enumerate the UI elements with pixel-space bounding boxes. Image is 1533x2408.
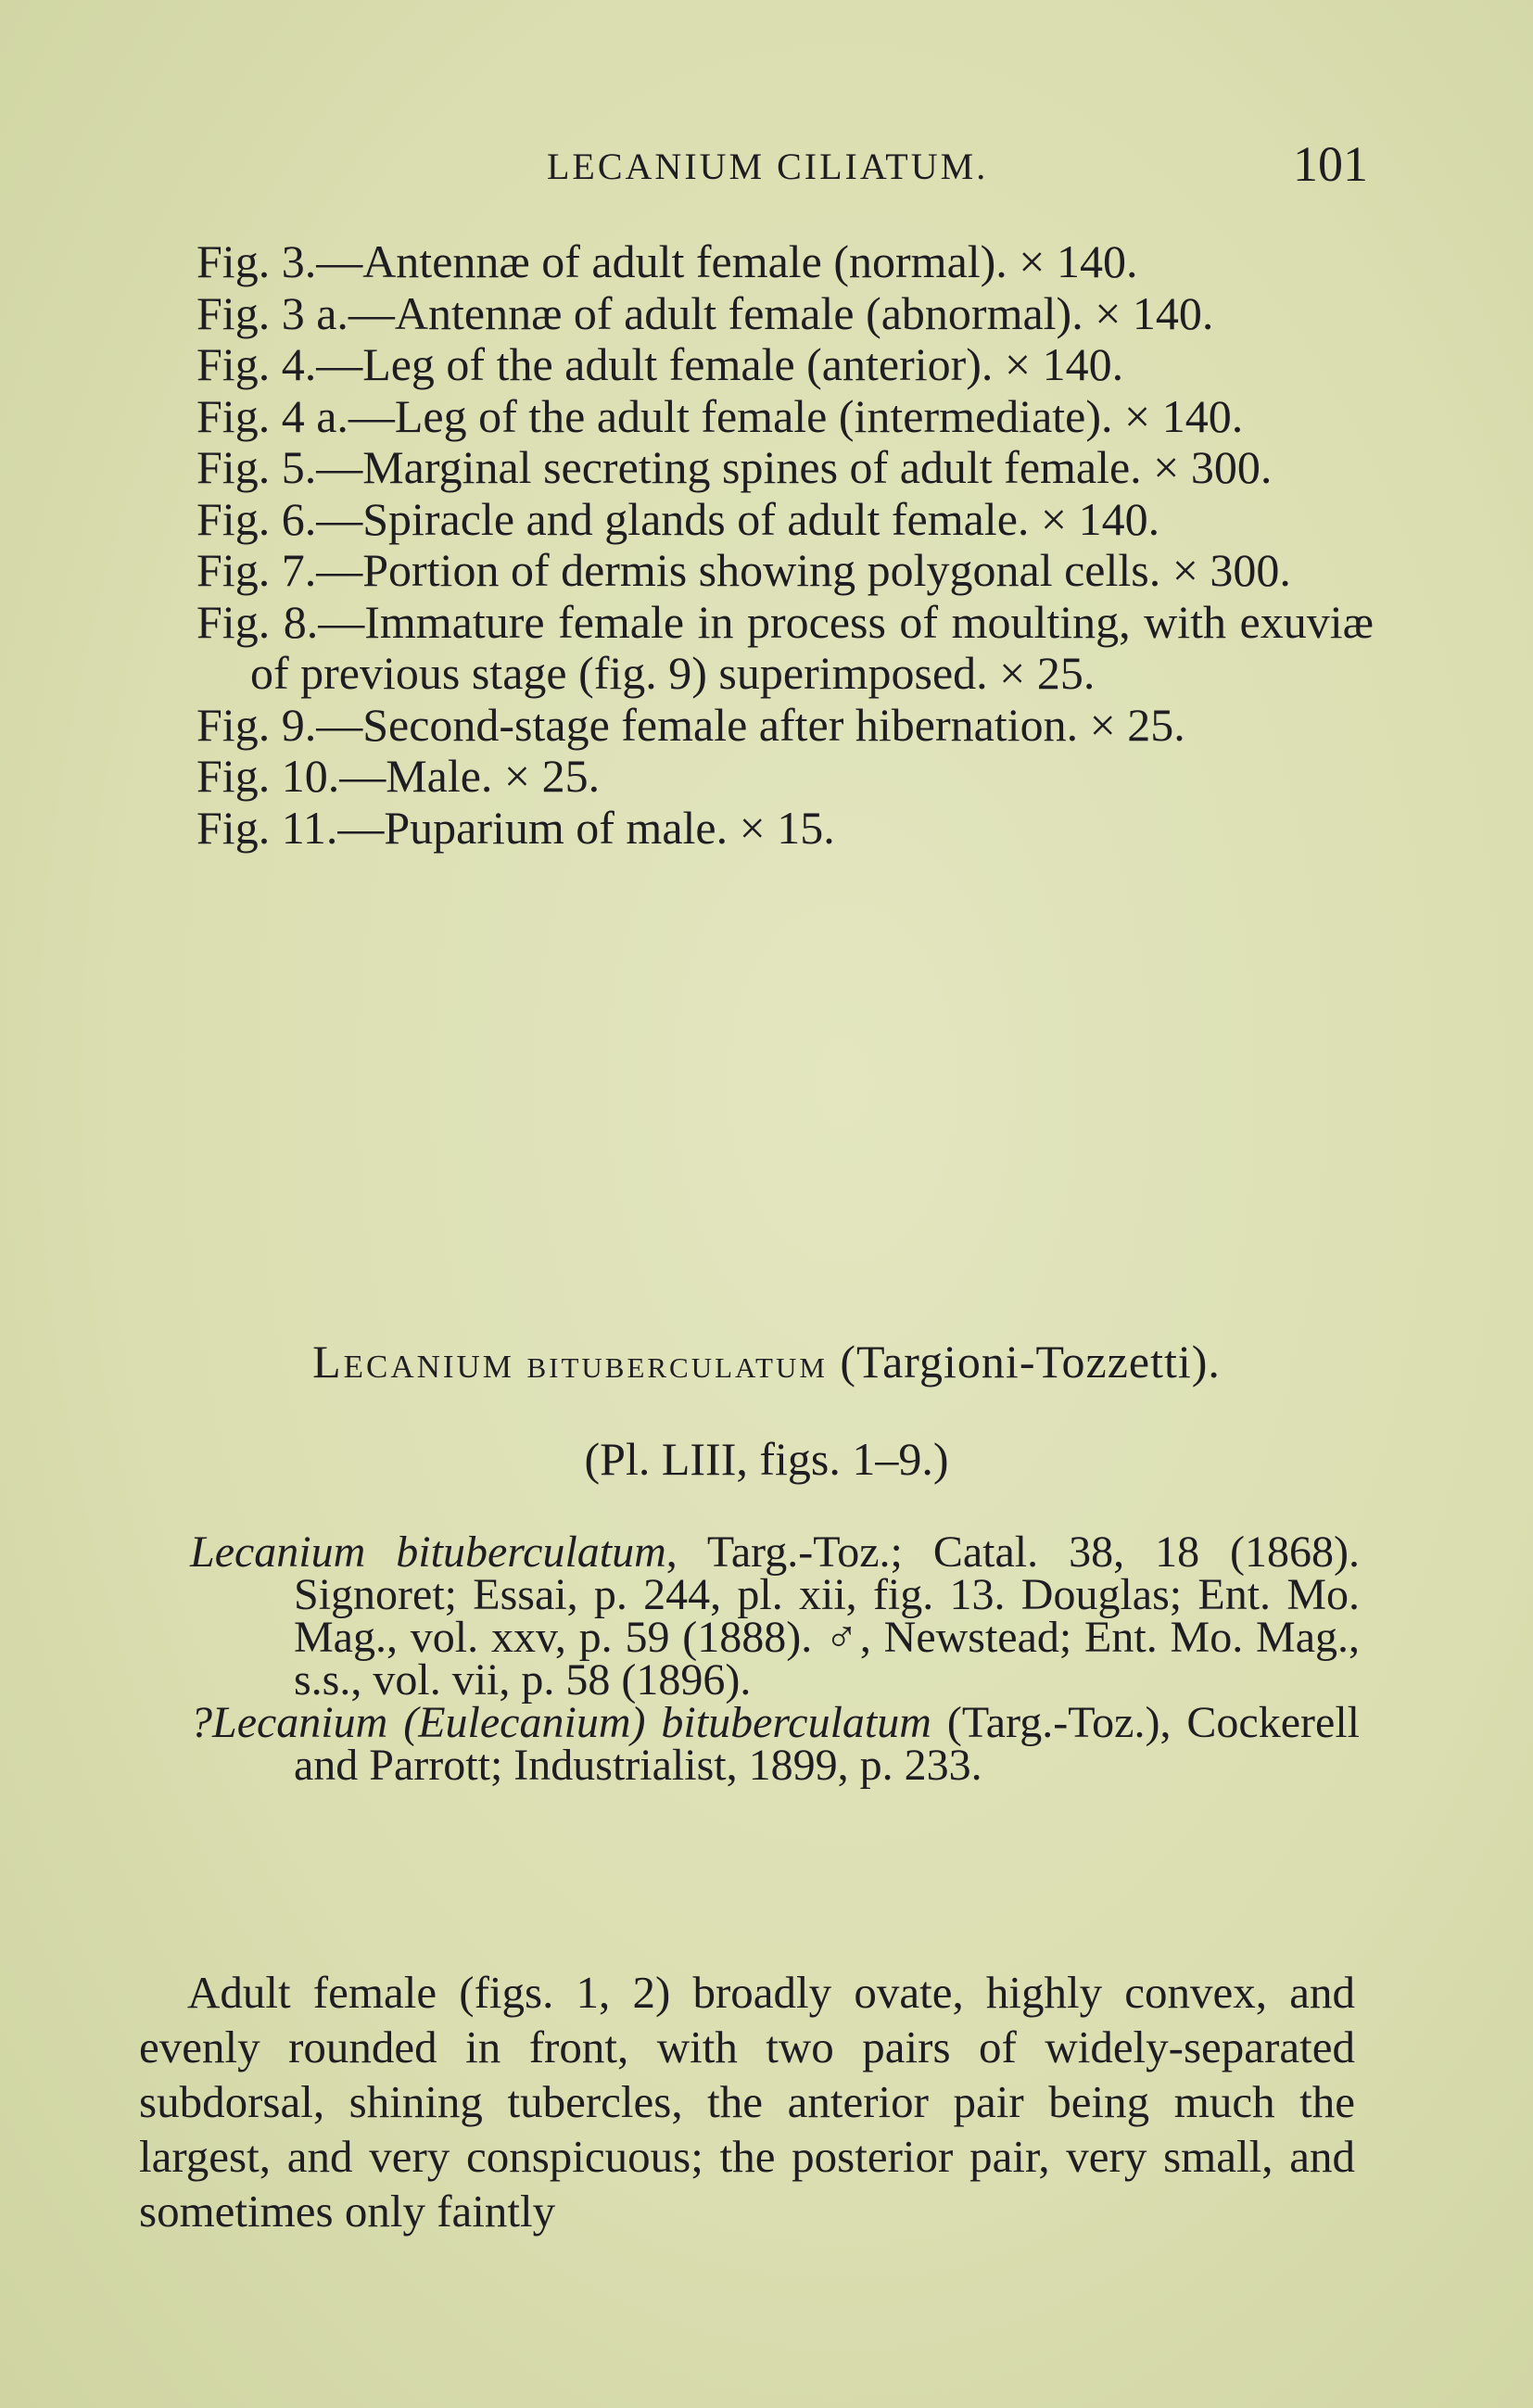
- synonym-citation: , Targ.-Toz.; Catal. 38, 18 (1868). Signoret; Essai, p. 244, pl. xii, fig. 13. Douglas; Ent. Mo. Mag., vol. xxv, p. 59 (1888). ♂, Newstead; Ent. Mo. Mag., s.s., vol. vii, p. 58 (1896).: [294, 1527, 1360, 1705]
- figure-legend-item: Fig. 3.—Antennæ of adult female (normal). × 140.: [196, 235, 1138, 287]
- synonym-citation: (Targ.-Toz.), Cockerell and Parrott; Industrialist, 1899, p. 233.: [294, 1698, 1360, 1790]
- figure-legend-item: Fig. 3 a.—Antennæ of adult female (abnormal). × 140.: [196, 286, 1214, 339]
- figure-legend-item: Fig. 4.—Leg of the adult female (anterior). × 140.: [196, 338, 1124, 390]
- synonym-name: Lecanium bituberculatum: [190, 1527, 666, 1577]
- synonym-name: ?Lecanium (Eulecanium) bituberculatum: [190, 1698, 931, 1747]
- plate-reference: (Pl. LIII, figs. 1–9.): [584, 1433, 949, 1485]
- synonymy-entry: [190, 1527, 1360, 1705]
- description-paragraph: Adult female (figs. 1, 2) broadly ovate, highly convex, and evenly rounded in front, with two pairs of widely-separated subdorsal, shining tubercles, the anterior pair being much the largest, and very conspicuous; the posterior pair, very small, and sometimes only faintly: [139, 1967, 1355, 2237]
- species-heading-epithet: bituberculatum: [526, 1341, 828, 1387]
- figure-legend-item: Fig. 8.—Immature female in process of moulting, with exuviæ of previous stage (fig. 9) superimposed. × 25.: [196, 595, 1374, 699]
- figure-legend-item: Fig. 4 a.—Leg of the adult female (intermediate). × 140.: [196, 389, 1244, 442]
- running-title: LECANIUM CILIATUM.: [547, 146, 989, 187]
- figure-legend-item: Fig. 6.—Spiracle and glands of adult female. × 140.: [196, 492, 1160, 545]
- figure-legend-item: Fig. 5.—Marginal secreting spines of adult female. × 300.: [196, 441, 1273, 493]
- page-number: 101: [1293, 136, 1368, 192]
- figure-legend-item: Fig. 9.—Second-stage female after hibernation. × 25.: [196, 698, 1185, 751]
- synonymy-list: [190, 1527, 1360, 1790]
- species-heading-authority: (Targioni-Tozzetti).: [840, 1336, 1221, 1388]
- species-heading-genus: Lecanium: [312, 1336, 514, 1388]
- species-heading: [0, 1335, 1533, 1388]
- synonymy-entry: [190, 1698, 1360, 1790]
- figure-legend-item: Fig. 7.—Portion of dermis showing polygonal cells. × 300.: [196, 544, 1291, 596]
- figure-legend-item: Fig. 10.—Male. × 25.: [196, 750, 601, 802]
- running-header: [0, 135, 1533, 191]
- figure-legend-list: [196, 236, 1374, 854]
- figure-legend-item: Fig. 11.—Puparium of male. × 15.: [196, 801, 835, 854]
